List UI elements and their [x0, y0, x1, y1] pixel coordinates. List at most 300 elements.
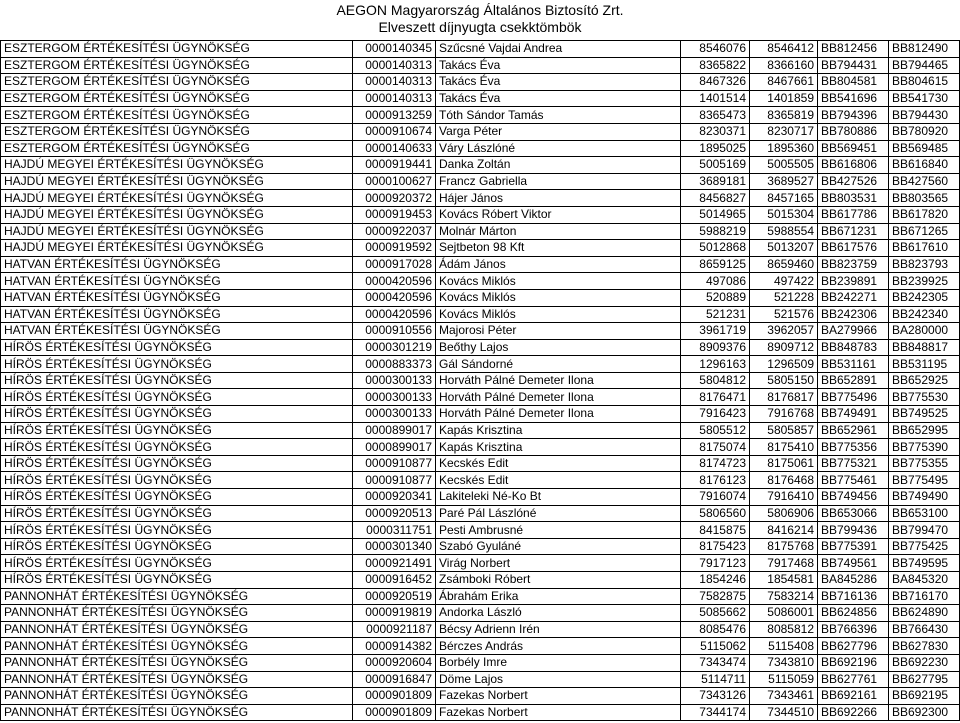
- agent-code-cell: 0000921187: [353, 621, 436, 638]
- receipt-from-cell: 5988219: [681, 223, 750, 240]
- book-to-cell: BB617820: [889, 206, 960, 223]
- book-to-cell: BB823793: [889, 256, 960, 273]
- book-from-cell: BB804581: [818, 74, 889, 91]
- agent-code-cell: 0000910877: [353, 455, 436, 472]
- receipt-to-cell: 7343461: [750, 688, 818, 705]
- book-from-cell: BB803531: [818, 190, 889, 207]
- table-row: [1, 223, 960, 240]
- book-to-cell: BB775495: [889, 472, 960, 489]
- agent-code-cell: 0000420596: [353, 306, 436, 323]
- receipt-from-cell: 3689181: [681, 173, 750, 190]
- document-subtitle: Elveszett díjnyugta csekktömbök: [378, 19, 582, 35]
- agent-code-cell: 0000420596: [353, 289, 436, 306]
- agency-cell: PANNONHÁT ÉRTÉKESÍTÉSI ÜGYNÖKSÉG: [1, 671, 353, 688]
- book-from-cell: BB775321: [818, 455, 889, 472]
- table-row: [1, 206, 960, 223]
- receipt-from-cell: 5115062: [681, 638, 750, 655]
- receipt-to-cell: 7916410: [750, 489, 818, 506]
- agent-name-cell: Kovács Róbert Viktor: [436, 206, 681, 223]
- receipt-from-cell: 1296163: [681, 356, 750, 373]
- book-to-cell: BB653100: [889, 505, 960, 522]
- receipt-to-cell: 7916768: [750, 406, 818, 423]
- agency-cell: HÍRÖS ÉRTÉKESÍTÉSI ÜGYNÖKSÉG: [1, 356, 353, 373]
- agency-cell: ESZTERGOM ÉRTÉKESÍTÉSI ÜGYNÖKSÉG: [1, 57, 353, 74]
- receipt-to-cell: 7583214: [750, 588, 818, 605]
- receipt-to-cell: 497422: [750, 273, 818, 290]
- agent-name-cell: Paré Pál Lászlóné: [436, 505, 681, 522]
- book-from-cell: BB242271: [818, 289, 889, 306]
- agent-name-cell: Kapás Krisztina: [436, 439, 681, 456]
- book-from-cell: BB653066: [818, 505, 889, 522]
- agent-code-cell: 0000922037: [353, 223, 436, 240]
- receipt-from-cell: 8467326: [681, 74, 750, 91]
- table-row: [1, 256, 960, 273]
- agent-code-cell: 0000899017: [353, 422, 436, 439]
- agency-cell: HÍRÖS ÉRTÉKESÍTÉSI ÜGYNÖKSÉG: [1, 439, 353, 456]
- agency-cell: HAJDÚ MEGYEI ÉRTÉKESÍTÉSI ÜGYNÖKSÉG: [1, 190, 353, 207]
- agent-name-cell: Ábrahám Erika: [436, 588, 681, 605]
- agency-cell: HAJDÚ MEGYEI ÉRTÉKESÍTÉSI ÜGYNÖKSÉG: [1, 240, 353, 257]
- agent-code-cell: 0000301219: [353, 339, 436, 356]
- table-row: [1, 572, 960, 589]
- book-to-cell: BB716170: [889, 588, 960, 605]
- agent-code-cell: 0000921491: [353, 555, 436, 572]
- agent-name-cell: Varga Péter: [436, 123, 681, 140]
- agent-code-cell: 0000914382: [353, 638, 436, 655]
- book-from-cell: BB617576: [818, 240, 889, 257]
- book-to-cell: BB749490: [889, 489, 960, 506]
- agent-name-cell: Bérczes András: [436, 638, 681, 655]
- agent-name-cell: Kovács Miklós: [436, 289, 681, 306]
- book-to-cell: BB692195: [889, 688, 960, 705]
- book-to-cell: BB794465: [889, 57, 960, 74]
- agent-code-cell: 0000910674: [353, 123, 436, 140]
- receipt-from-cell: 8085476: [681, 621, 750, 638]
- book-from-cell: BB848783: [818, 339, 889, 356]
- book-from-cell: BA279966: [818, 323, 889, 340]
- agency-cell: HÍRÖS ÉRTÉKESÍTÉSI ÜGYNÖKSÉG: [1, 339, 353, 356]
- agent-code-cell: 0000901809: [353, 704, 436, 721]
- table-row: [1, 372, 960, 389]
- table-row: [1, 107, 960, 124]
- receipt-to-cell: 5115408: [750, 638, 818, 655]
- receipt-book-table: [0, 40, 960, 721]
- receipt-to-cell: 3962057: [750, 323, 818, 340]
- agent-name-cell: Lakiteleki Né-Ko Bt: [436, 489, 681, 506]
- table-row: [1, 522, 960, 539]
- agency-cell: PANNONHÁT ÉRTÉKESÍTÉSI ÜGYNÖKSÉG: [1, 605, 353, 622]
- book-to-cell: BB799470: [889, 522, 960, 539]
- book-from-cell: BB775496: [818, 389, 889, 406]
- table-row: [1, 489, 960, 506]
- receipt-from-cell: 8659125: [681, 256, 750, 273]
- book-from-cell: BB794396: [818, 107, 889, 124]
- table-row: [1, 90, 960, 107]
- book-from-cell: BB692161: [818, 688, 889, 705]
- table-row: [1, 439, 960, 456]
- agent-name-cell: Szabó Gyuláné: [436, 538, 681, 555]
- agent-name-cell: Horváth Pálné Demeter Ilona: [436, 406, 681, 423]
- book-from-cell: BB242306: [818, 306, 889, 323]
- table-row: [1, 671, 960, 688]
- table-row: [1, 190, 960, 207]
- agency-cell: PANNONHÁT ÉRTÉKESÍTÉSI ÜGYNÖKSÉG: [1, 588, 353, 605]
- book-to-cell: BB775390: [889, 439, 960, 456]
- book-to-cell: BB627830: [889, 638, 960, 655]
- table-row: [1, 240, 960, 257]
- agent-name-cell: Váry Lászlóné: [436, 140, 681, 157]
- receipt-from-cell: 5005169: [681, 157, 750, 174]
- agent-name-cell: Fazekas Norbert: [436, 688, 681, 705]
- agent-name-cell: Takács Éva: [436, 57, 681, 74]
- receipt-from-cell: 5804812: [681, 372, 750, 389]
- receipt-to-cell: 5015304: [750, 206, 818, 223]
- book-to-cell: BB627795: [889, 671, 960, 688]
- book-from-cell: BB652891: [818, 372, 889, 389]
- agency-cell: HÍRÖS ÉRTÉKESÍTÉSI ÜGYNÖKSÉG: [1, 472, 353, 489]
- receipt-to-cell: 3689527: [750, 173, 818, 190]
- book-to-cell: BB624890: [889, 605, 960, 622]
- receipt-from-cell: 5114711: [681, 671, 750, 688]
- agent-name-cell: Kovács Miklós: [436, 306, 681, 323]
- agent-code-cell: 0000920604: [353, 654, 436, 671]
- book-to-cell: BB803565: [889, 190, 960, 207]
- agency-cell: PANNONHÁT ÉRTÉKESÍTÉSI ÜGYNÖKSÉG: [1, 638, 353, 655]
- receipt-from-cell: 5085662: [681, 605, 750, 622]
- agent-name-cell: Kapás Krisztina: [436, 422, 681, 439]
- receipt-to-cell: 5806906: [750, 505, 818, 522]
- receipt-to-cell: 5805857: [750, 422, 818, 439]
- agent-code-cell: 0000920341: [353, 489, 436, 506]
- book-from-cell: BB427526: [818, 173, 889, 190]
- agency-cell: HATVAN ÉRTÉKESÍTÉSI ÜGYNÖKSÉG: [1, 306, 353, 323]
- agent-code-cell: 0000140313: [353, 74, 436, 91]
- agency-cell: HAJDÚ MEGYEI ÉRTÉKESÍTÉSI ÜGYNÖKSÉG: [1, 157, 353, 174]
- book-to-cell: BB616840: [889, 157, 960, 174]
- table-row: [1, 140, 960, 157]
- agent-code-cell: 0000910877: [353, 472, 436, 489]
- agent-name-cell: Kecskés Edit: [436, 455, 681, 472]
- table-row: [1, 588, 960, 605]
- receipt-to-cell: 8230717: [750, 123, 818, 140]
- agent-name-cell: Horváth Pálné Demeter Ilona: [436, 372, 681, 389]
- agency-cell: HATVAN ÉRTÉKESÍTÉSI ÜGYNÖKSÉG: [1, 273, 353, 290]
- book-to-cell: BB794430: [889, 107, 960, 124]
- agent-code-cell: 0000311751: [353, 522, 436, 539]
- agent-code-cell: 0000919453: [353, 206, 436, 223]
- agency-cell: ESZTERGOM ÉRTÉKESÍTÉSI ÜGYNÖKSÉG: [1, 123, 353, 140]
- agency-cell: HAJDÚ MEGYEI ÉRTÉKESÍTÉSI ÜGYNÖKSÉG: [1, 206, 353, 223]
- receipt-to-cell: 8176468: [750, 472, 818, 489]
- agent-name-cell: Kovács Miklós: [436, 273, 681, 290]
- book-to-cell: BB671265: [889, 223, 960, 240]
- book-from-cell: BB692196: [818, 654, 889, 671]
- receipt-from-cell: 5012868: [681, 240, 750, 257]
- agent-code-cell: 0000140633: [353, 140, 436, 157]
- agent-code-cell: 0000420596: [353, 273, 436, 290]
- book-from-cell: BB652961: [818, 422, 889, 439]
- receipt-from-cell: 1401514: [681, 90, 750, 107]
- receipt-from-cell: 8546076: [681, 41, 750, 58]
- table-row: [1, 356, 960, 373]
- receipt-to-cell: 5086001: [750, 605, 818, 622]
- book-to-cell: BA845320: [889, 572, 960, 589]
- table-row: [1, 123, 960, 140]
- receipt-from-cell: 5805512: [681, 422, 750, 439]
- receipt-from-cell: 8365822: [681, 57, 750, 74]
- receipt-from-cell: 8175074: [681, 439, 750, 456]
- agency-cell: HÍRÖS ÉRTÉKESÍTÉSI ÜGYNÖKSÉG: [1, 389, 353, 406]
- book-to-cell: BB239925: [889, 273, 960, 290]
- book-from-cell: BB671231: [818, 223, 889, 240]
- receipt-from-cell: 1854246: [681, 572, 750, 589]
- book-from-cell: BB799436: [818, 522, 889, 539]
- receipt-from-cell: 1895025: [681, 140, 750, 157]
- receipt-from-cell: 521231: [681, 306, 750, 323]
- agent-code-cell: 0000883373: [353, 356, 436, 373]
- receipt-from-cell: 3961719: [681, 323, 750, 340]
- book-from-cell: BB239891: [818, 273, 889, 290]
- receipt-to-cell: 1401859: [750, 90, 818, 107]
- agent-name-cell: Virág Norbert: [436, 555, 681, 572]
- receipt-from-cell: 8175423: [681, 538, 750, 555]
- table-row: [1, 289, 960, 306]
- receipt-to-cell: 8546412: [750, 41, 818, 58]
- receipt-to-cell: 8366160: [750, 57, 818, 74]
- book-to-cell: BA280000: [889, 323, 960, 340]
- agent-code-cell: 0000916847: [353, 671, 436, 688]
- receipt-from-cell: 7916423: [681, 406, 750, 423]
- agent-name-cell: Kecskés Edit: [436, 472, 681, 489]
- receipt-to-cell: 8659460: [750, 256, 818, 273]
- agency-cell: HAJDÚ MEGYEI ÉRTÉKESÍTÉSI ÜGYNÖKSÉG: [1, 223, 353, 240]
- agent-name-cell: Fazekas Norbert: [436, 704, 681, 721]
- agency-cell: HÍRÖS ÉRTÉKESÍTÉSI ÜGYNÖKSÉG: [1, 522, 353, 539]
- book-to-cell: BB766430: [889, 621, 960, 638]
- book-to-cell: BB692300: [889, 704, 960, 721]
- receipt-to-cell: 7344510: [750, 704, 818, 721]
- receipt-from-cell: 7582875: [681, 588, 750, 605]
- book-to-cell: BB652925: [889, 372, 960, 389]
- book-to-cell: BB541730: [889, 90, 960, 107]
- table-row: [1, 323, 960, 340]
- receipt-to-cell: 5988554: [750, 223, 818, 240]
- agent-name-cell: Bécsy Adrienn Irén: [436, 621, 681, 638]
- agent-code-cell: 0000100627: [353, 173, 436, 190]
- receipt-from-cell: 5014965: [681, 206, 750, 223]
- receipt-from-cell: 7343126: [681, 688, 750, 705]
- agency-cell: HÍRÖS ÉRTÉKESÍTÉSI ÜGYNÖKSÉG: [1, 555, 353, 572]
- agency-cell: ESZTERGOM ÉRTÉKESÍTÉSI ÜGYNÖKSÉG: [1, 41, 353, 58]
- book-to-cell: BB569485: [889, 140, 960, 157]
- agent-code-cell: 0000901809: [353, 688, 436, 705]
- table-row: [1, 505, 960, 522]
- receipt-to-cell: 1895360: [750, 140, 818, 157]
- receipt-to-cell: 8175410: [750, 439, 818, 456]
- receipt-from-cell: 7917123: [681, 555, 750, 572]
- table-row: [1, 605, 960, 622]
- book-to-cell: BB775355: [889, 455, 960, 472]
- agent-code-cell: 0000920513: [353, 505, 436, 522]
- table-row: [1, 538, 960, 555]
- agency-cell: ESZTERGOM ÉRTÉKESÍTÉSI ÜGYNÖKSÉG: [1, 140, 353, 157]
- agent-name-cell: Gál Sándorné: [436, 356, 681, 373]
- book-to-cell: BB242305: [889, 289, 960, 306]
- book-from-cell: BB823759: [818, 256, 889, 273]
- receipt-from-cell: 8456827: [681, 190, 750, 207]
- receipt-to-cell: 8175768: [750, 538, 818, 555]
- book-from-cell: BB692266: [818, 704, 889, 721]
- book-to-cell: BB749525: [889, 406, 960, 423]
- receipt-to-cell: 1296509: [750, 356, 818, 373]
- receipt-to-cell: 8416214: [750, 522, 818, 539]
- book-from-cell: BB616806: [818, 157, 889, 174]
- receipt-to-cell: 8175061: [750, 455, 818, 472]
- agent-code-cell: 0000300133: [353, 372, 436, 389]
- book-from-cell: BB627796: [818, 638, 889, 655]
- receipt-from-cell: 8176123: [681, 472, 750, 489]
- agency-cell: HÍRÖS ÉRTÉKESÍTÉSI ÜGYNÖKSÉG: [1, 372, 353, 389]
- agent-name-cell: Szűcsné Vajdai Andrea: [436, 41, 681, 58]
- agent-name-cell: Borbély Imre: [436, 654, 681, 671]
- receipt-to-cell: 8467661: [750, 74, 818, 91]
- book-from-cell: BB780886: [818, 123, 889, 140]
- receipt-from-cell: 8230371: [681, 123, 750, 140]
- receipt-to-cell: 8457165: [750, 190, 818, 207]
- agent-name-cell: Pesti Ambrusné: [436, 522, 681, 539]
- agent-code-cell: 0000919441: [353, 157, 436, 174]
- receipt-from-cell: 8415875: [681, 522, 750, 539]
- agency-cell: PANNONHÁT ÉRTÉKESÍTÉSI ÜGYNÖKSÉG: [1, 704, 353, 721]
- agency-cell: ESZTERGOM ÉRTÉKESÍTÉSI ÜGYNÖKSÉG: [1, 90, 353, 107]
- agency-cell: PANNONHÁT ÉRTÉKESÍTÉSI ÜGYNÖKSÉG: [1, 688, 353, 705]
- agent-code-cell: 0000140313: [353, 90, 436, 107]
- agent-name-cell: Andorka László: [436, 605, 681, 622]
- agent-code-cell: 0000919819: [353, 605, 436, 622]
- table-row: [1, 157, 960, 174]
- agent-code-cell: 0000300133: [353, 406, 436, 423]
- agent-name-cell: Molnár Márton: [436, 223, 681, 240]
- agent-code-cell: 0000140345: [353, 41, 436, 58]
- book-to-cell: BB749595: [889, 555, 960, 572]
- document-title: AEGON Magyarország Általános Biztosító Zrt.: [336, 2, 624, 18]
- agency-cell: HÍRÖS ÉRTÉKESÍTÉSI ÜGYNÖKSÉG: [1, 572, 353, 589]
- agency-cell: ESZTERGOM ÉRTÉKESÍTÉSI ÜGYNÖKSÉG: [1, 107, 353, 124]
- book-to-cell: BB804615: [889, 74, 960, 91]
- receipt-to-cell: 5013207: [750, 240, 818, 257]
- book-from-cell: BB749456: [818, 489, 889, 506]
- receipt-to-cell: 5005505: [750, 157, 818, 174]
- book-from-cell: BB775461: [818, 472, 889, 489]
- agency-cell: HÍRÖS ÉRTÉKESÍTÉSI ÜGYNÖKSÉG: [1, 538, 353, 555]
- receipt-to-cell: 521576: [750, 306, 818, 323]
- book-from-cell: BB569451: [818, 140, 889, 157]
- agent-name-cell: Döme Lajos: [436, 671, 681, 688]
- agent-name-cell: Ádám János: [436, 256, 681, 273]
- agency-cell: HATVAN ÉRTÉKESÍTÉSI ÜGYNÖKSÉG: [1, 323, 353, 340]
- agent-code-cell: 0000920372: [353, 190, 436, 207]
- receipt-from-cell: 7343474: [681, 654, 750, 671]
- table-row: [1, 688, 960, 705]
- book-from-cell: BB775391: [818, 538, 889, 555]
- agency-cell: PANNONHÁT ÉRTÉKESÍTÉSI ÜGYNÖKSÉG: [1, 654, 353, 671]
- book-from-cell: BB794431: [818, 57, 889, 74]
- book-from-cell: BB766396: [818, 621, 889, 638]
- table-row: [1, 57, 960, 74]
- book-from-cell: BA845286: [818, 572, 889, 589]
- book-to-cell: BB848817: [889, 339, 960, 356]
- agency-cell: HATVAN ÉRTÉKESÍTÉSI ÜGYNÖKSÉG: [1, 289, 353, 306]
- agent-name-cell: Takács Éva: [436, 74, 681, 91]
- agency-cell: HATVAN ÉRTÉKESÍTÉSI ÜGYNÖKSÉG: [1, 256, 353, 273]
- agent-code-cell: 0000920519: [353, 588, 436, 605]
- book-to-cell: BB531195: [889, 356, 960, 373]
- receipt-to-cell: 7917468: [750, 555, 818, 572]
- table-row: [1, 389, 960, 406]
- agent-code-cell: 0000301340: [353, 538, 436, 555]
- table-row: [1, 472, 960, 489]
- agent-name-cell: Beőthy Lajos: [436, 339, 681, 356]
- agent-name-cell: Majorosi Péter: [436, 323, 681, 340]
- agent-code-cell: 0000917028: [353, 256, 436, 273]
- agent-code-cell: 0000899017: [353, 439, 436, 456]
- agency-cell: HÍRÖS ÉRTÉKESÍTÉSI ÜGYNÖKSÉG: [1, 455, 353, 472]
- table-row: [1, 555, 960, 572]
- table-row: [1, 273, 960, 290]
- receipt-to-cell: 8365819: [750, 107, 818, 124]
- agent-code-cell: 0000300133: [353, 389, 436, 406]
- book-to-cell: BB780920: [889, 123, 960, 140]
- agent-name-cell: Tóth Sándor Tamás: [436, 107, 681, 124]
- agent-name-cell: Takács Éva: [436, 90, 681, 107]
- table-row: [1, 455, 960, 472]
- book-to-cell: BB775425: [889, 538, 960, 555]
- table-row: [1, 173, 960, 190]
- book-to-cell: BB427560: [889, 173, 960, 190]
- receipt-from-cell: 5806560: [681, 505, 750, 522]
- receipt-from-cell: 7916074: [681, 489, 750, 506]
- receipt-to-cell: 5115059: [750, 671, 818, 688]
- agency-cell: HÍRÖS ÉRTÉKESÍTÉSI ÜGYNÖKSÉG: [1, 489, 353, 506]
- agent-code-cell: 0000916452: [353, 572, 436, 589]
- receipt-to-cell: 1854581: [750, 572, 818, 589]
- receipt-from-cell: 7344174: [681, 704, 750, 721]
- agent-name-cell: Danka Zoltán: [436, 157, 681, 174]
- book-from-cell: BB749561: [818, 555, 889, 572]
- table-row: [1, 654, 960, 671]
- table-row: [1, 704, 960, 721]
- table-row: [1, 621, 960, 638]
- receipt-to-cell: 8085812: [750, 621, 818, 638]
- book-to-cell: BB812490: [889, 41, 960, 58]
- book-from-cell: BB749491: [818, 406, 889, 423]
- receipt-to-cell: 521228: [750, 289, 818, 306]
- agent-name-cell: Sejtbeton 98 Kft: [436, 240, 681, 257]
- agent-name-cell: Hájer János: [436, 190, 681, 207]
- receipt-from-cell: 497086: [681, 273, 750, 290]
- book-to-cell: BB692230: [889, 654, 960, 671]
- book-to-cell: BB617610: [889, 240, 960, 257]
- book-from-cell: BB775356: [818, 439, 889, 456]
- receipt-to-cell: 8909712: [750, 339, 818, 356]
- agent-name-cell: Zsámboki Róbert: [436, 572, 681, 589]
- receipt-from-cell: 8176471: [681, 389, 750, 406]
- book-from-cell: BB617786: [818, 206, 889, 223]
- table-row: [1, 41, 960, 58]
- book-from-cell: BB531161: [818, 356, 889, 373]
- agency-cell: PANNONHÁT ÉRTÉKESÍTÉSI ÜGYNÖKSÉG: [1, 621, 353, 638]
- agent-name-cell: Francz Gabriella: [436, 173, 681, 190]
